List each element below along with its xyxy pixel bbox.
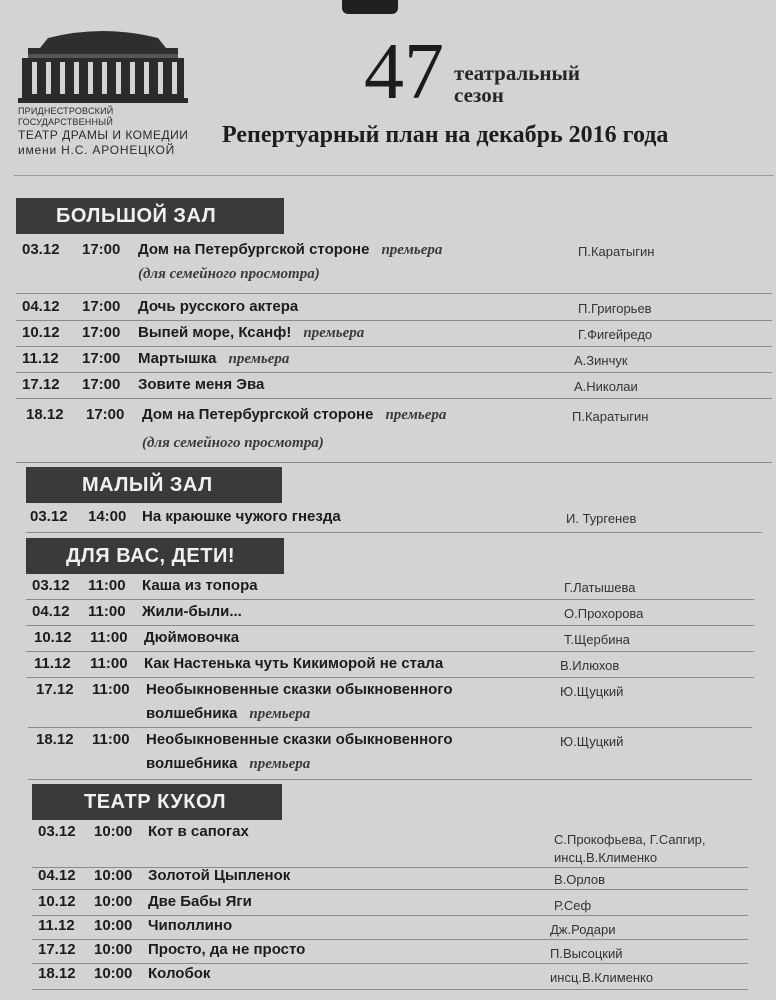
row-date: 17.12 [36, 681, 74, 698]
row-date: 10.12 [22, 324, 60, 341]
table-row [16, 297, 772, 321]
premiere-tag: премьера [385, 407, 447, 423]
row-title [142, 405, 446, 425]
show-title: Дом на Петербургской стороне [142, 406, 374, 423]
row-author: В.Илюхов [560, 658, 620, 673]
premiere-tag: премьера [381, 242, 443, 258]
row-time: 17:00 [86, 406, 125, 423]
row-time: 17:00 [82, 350, 121, 367]
row-time: 10:00 [94, 893, 133, 910]
row-title: Золотой Цыпленок [148, 867, 291, 884]
row-date: 17.12 [38, 941, 76, 958]
section-header-small-hall: МАЛЫЙ ЗАЛ [26, 467, 282, 503]
row-title: Кот в сапогах [148, 823, 249, 840]
row-date: 11.12 [22, 350, 59, 367]
table-row [16, 349, 772, 373]
row-author: Ю.Щуцкий [560, 684, 624, 699]
premiere-tag: премьера [228, 351, 290, 367]
table-row [32, 964, 748, 990]
season-label [454, 62, 580, 106]
table-row [16, 240, 772, 294]
row-date: 18.12 [38, 965, 76, 982]
show-title: Мартышка [138, 350, 217, 367]
row-author: П.Каратыгин [572, 409, 649, 424]
row-author: Р.Сеф [554, 898, 592, 913]
row-time: 11:00 [92, 731, 130, 748]
logo-line-2: ТЕАТР ДРАМЫ И КОМЕДИИ [18, 128, 189, 142]
row-author: С.Прокофьева, Г.Сапгир, [554, 832, 706, 847]
season-word-1: театральный [454, 61, 581, 85]
logo-line-3: имени Н.С. АРОНЕЦКОЙ [18, 143, 176, 157]
row-time: 10:00 [94, 917, 133, 934]
table-row [28, 730, 752, 780]
row-author: инсц.В.Клименко [550, 970, 654, 985]
row-date: 03.12 [38, 823, 76, 840]
table-row [16, 375, 772, 399]
row-author: Г.Латышева [564, 580, 636, 595]
row-author: О.Прохорова [564, 606, 644, 621]
show-title-continued: волшебника [146, 705, 238, 722]
row-title: На краюшке чужого гнезда [142, 508, 341, 525]
row-title: Дочь русского актера [138, 298, 299, 315]
section-header-puppet-theatre: ТЕАТР КУКОЛ [32, 784, 282, 820]
row-date: 04.12 [22, 298, 60, 315]
row-title [138, 240, 442, 260]
row-author: Ю.Щуцкий [560, 734, 624, 749]
show-title-continued: волшебника [146, 755, 238, 772]
table-row [32, 892, 748, 916]
theatre-building-icon [18, 26, 188, 106]
table-row [16, 405, 772, 463]
row-author: Т.Щербина [564, 632, 630, 647]
table-row [26, 576, 754, 600]
row-time: 10:00 [94, 823, 133, 840]
plan-title: Репертуарный план на декабрь 2016 года [222, 122, 669, 148]
premiere-tag: премьера [249, 756, 311, 772]
row-time: 11:00 [90, 629, 128, 646]
row-title: Необыкновенные сказки обыкновенного [146, 731, 453, 748]
row-title-line-2 [146, 704, 310, 724]
table-row [26, 507, 762, 533]
row-title [138, 323, 364, 343]
row-time: 17:00 [82, 298, 121, 315]
row-date: 18.12 [26, 406, 64, 423]
row-time: 11:00 [92, 681, 130, 698]
season-number: 47 [364, 28, 444, 116]
show-title: Дом на Петербургской стороне [138, 241, 370, 258]
section-header-big-hall: БОЛЬШОЙ ЗАЛ [16, 198, 284, 234]
table-row [32, 940, 748, 964]
row-title: Чиполлино [148, 917, 233, 934]
row-author: А.Зинчук [574, 353, 628, 368]
binder-clip [342, 0, 398, 14]
row-title: Как Настенька чуть Кикиморой не стала [144, 655, 444, 672]
row-title: Просто, да не просто [148, 941, 306, 958]
row-time: 17:00 [82, 324, 121, 341]
header-divider [14, 175, 774, 176]
row-author: И. Тургенев [566, 511, 637, 526]
row-date: 03.12 [32, 577, 70, 594]
logo-line-1: ПРИДНЕСТРОВСКИЙ ГОСУДАРСТВЕННЫЙ [18, 106, 114, 127]
row-date: 03.12 [30, 508, 68, 525]
row-time: 17:00 [82, 241, 121, 258]
row-author: Дж.Родари [550, 922, 616, 937]
row-date: 11.12 [38, 917, 75, 934]
row-title-line-2 [146, 754, 310, 774]
table-row [32, 822, 748, 868]
row-subtitle: (для семейного просмотра) [142, 435, 324, 451]
row-title: Колобок [148, 965, 211, 982]
row-author-line-2: инсц.В.Клименко [554, 850, 658, 865]
row-date: 10.12 [34, 629, 72, 646]
table-row [26, 654, 754, 678]
row-date: 18.12 [36, 731, 74, 748]
row-author: П.Высоцкий [550, 946, 623, 961]
table-row [26, 628, 754, 652]
row-date: 03.12 [22, 241, 60, 258]
row-time: 14:00 [88, 508, 127, 525]
row-author: Г.Фигейредо [578, 327, 653, 342]
row-date: 17.12 [22, 376, 60, 393]
row-title [138, 349, 289, 369]
row-time: 10:00 [94, 941, 133, 958]
season-word-2: сезон [454, 83, 504, 107]
theatre-logo [18, 26, 208, 158]
row-time: 11:00 [90, 655, 128, 672]
premiere-tag: премьера [303, 325, 365, 341]
row-title: Жили-были... [142, 603, 242, 620]
row-date: 04.12 [38, 867, 76, 884]
row-time: 17:00 [82, 376, 121, 393]
premiere-tag: премьера [249, 706, 311, 722]
row-date: 10.12 [38, 893, 76, 910]
table-row [16, 323, 772, 347]
row-subtitle: (для семейного просмотра) [138, 266, 320, 282]
row-author: П.Григорьев [578, 301, 652, 316]
row-time: 11:00 [88, 577, 126, 594]
table-row [28, 680, 752, 728]
row-time: 10:00 [94, 867, 133, 884]
table-row [32, 866, 748, 890]
row-title: Дюймовочка [144, 629, 240, 646]
row-author: В.Орлов [554, 872, 606, 887]
section-header-kids: ДЛЯ ВАС, ДЕТИ! [26, 538, 284, 574]
row-title: Каша из топора [142, 577, 258, 594]
show-title: Выпей море, Ксанф! [138, 324, 292, 341]
row-author: П.Каратыгин [578, 244, 655, 259]
row-title: Две Бабы Яги [148, 893, 252, 910]
row-time: 11:00 [88, 603, 126, 620]
row-author: А.Николаи [574, 379, 638, 394]
table-row [32, 916, 748, 940]
row-title: Зовите меня Эва [138, 376, 265, 393]
row-date: 11.12 [34, 655, 71, 672]
row-date: 04.12 [32, 603, 70, 620]
table-row [26, 602, 754, 626]
row-title: Необыкновенные сказки обыкновенного [146, 681, 453, 698]
row-time: 10:00 [94, 965, 133, 982]
